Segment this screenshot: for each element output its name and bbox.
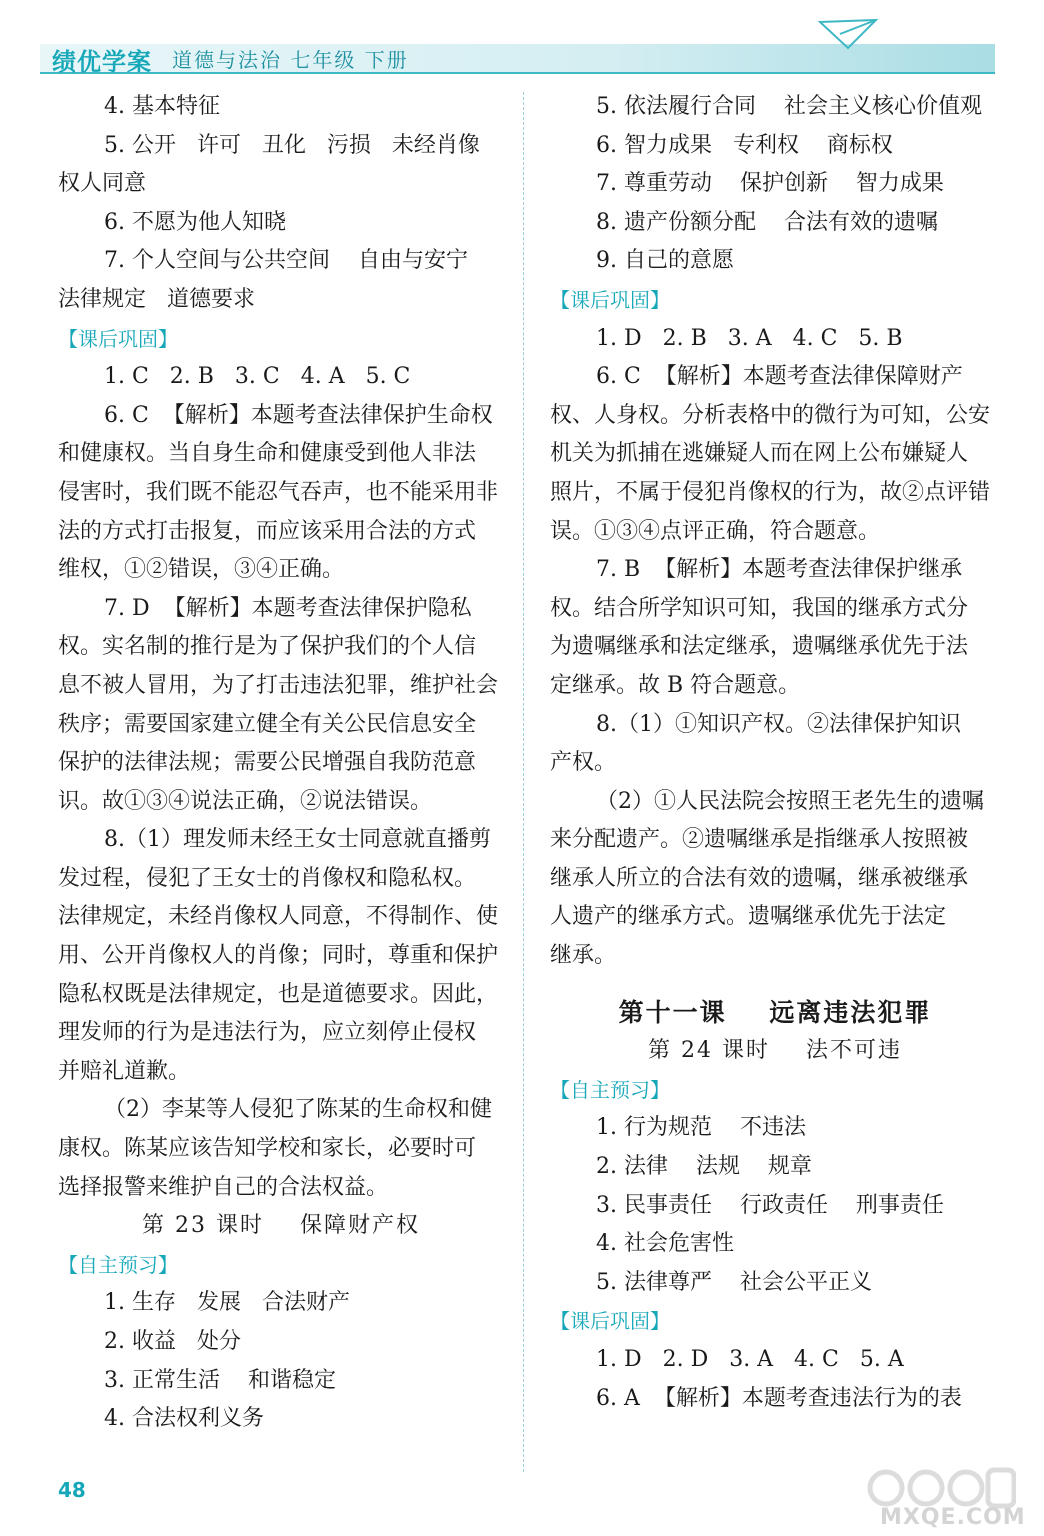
right-text-line: 8.（1）①知识产权。②法律保护知识 [596,711,961,737]
right-text-line: 6. 智力成果 专利权 商标权 [596,132,893,158]
right-text-line: 继承。 [550,943,617,969]
column-divider [523,92,524,1472]
left-text-line: 5. 公开 许可 丑化 污损 未经肖像 [104,132,480,158]
left-text-line: 3. 正常生活 和谐稳定 [104,1367,336,1393]
right-text-line: 5. 法律尊严 社会公平正义 [596,1269,872,1295]
brand-logo: 绩优学案 [52,48,152,76]
right-text-line: 权。结合所学知识可知，我国的继承方式分 [550,595,969,621]
left-text-line: 侵害时，我们既不能忍气吞声，也不能采用非 [58,479,499,505]
right-text-line: 为遗嘱继承和法定继承，遗嘱继承优先于法 [550,634,969,660]
right-text-line: 照片，不属于侵犯肖像权的行为，故②点评错 [550,479,991,505]
left-text-line: 用、公开肖像权人的肖像；同时，尊重和保护 [58,943,499,969]
paper-plane-icon [818,18,878,52]
watermark-url: MXQE.COM [880,1505,1026,1530]
left-text-line: 8.（1）理发师未经王女士同意就直播剪 [104,827,491,853]
page-number: 48 [58,1478,86,1502]
right-text-line: 人遗产的继承方式。遗嘱继承优先于法定 [550,904,947,930]
right-text-line: 6. A 【解析】本题考查违法行为的表 [596,1385,962,1411]
right-text-line: 1. D 2. D 3. A 4. C 5. A [596,1347,904,1372]
left-text-line: 隐私权既是法律规定，也是道德要求。因此， [58,981,499,1007]
left-text-line: 1. C 2. B 3. C 4. A 5. C [104,364,411,390]
left-text-line: 并赔礼道歉。 [58,1058,191,1084]
right-text-line: 8. 遗产份额分配 合法有效的遗嘱 [596,209,938,235]
left-text-line: 保护的法律法规；需要公民增强自我防范意 [58,750,477,776]
left-text-line: 4. 合法权利义务 [104,1406,264,1432]
left-text-line: 理发师的行为是违法行为，应立刻停止侵权 [58,1020,477,1046]
right-text-line: 产权。 [550,750,617,776]
right-text-line: 4. 社会危害性 [596,1231,734,1257]
right-text-line: 9. 自己的意愿 [596,248,734,274]
left-text-line: 权。实名制的推行是为了保护我们的个人信 [58,634,477,660]
left-text-line: 和健康权。当自身生命和健康受到他人非法 [58,441,477,467]
right-text-line: 5. 依法履行合同 社会主义核心价值观 [596,94,982,119]
right-text-line: 6. C 【解析】本题考查法律保障财产 [596,364,963,390]
right-section-tag: 【课后巩固】 [550,1309,670,1334]
left-text-line: 2. 收益 处分 [104,1329,241,1354]
left-text-line: 7. D 【解析】本题考查法律保护隐私 [104,595,472,621]
left-text-line: 权人同意 [58,171,147,197]
left-text-line: 法律规定，未经肖像权人同意，不得制作、使 [58,904,499,930]
left-text-line: 6. C 【解析】本题考查法律保护生命权 [104,402,493,428]
left-text-line: 维权，①②错误，③④正确。 [58,557,345,583]
left-text-line: 息不被人冒用，为了打击违法犯罪，维护社会 [58,672,499,698]
right-text-line: （2）①人民法院会按照王老先生的遗嘱 [596,788,984,814]
left-section-tag: 【自主预习】 [58,1252,178,1277]
right-text-line: 2. 法律 法规 规章 [596,1154,812,1180]
right-text-line: 7. B 【解析】本题考查法律保护继承 [596,557,963,583]
right-text-line: 机关为抓捕在逃嫌疑人而在网上公布嫌疑人 [550,441,969,467]
right-text-line: 定继承。故 B 符合题意。 [550,672,801,698]
left-text-line: 7. 个人空间与公共空间 自由与安宁 [104,248,468,274]
left-lesson-heading: 第 23 课时 保障财产权 [142,1213,420,1239]
left-text-line: 康权。陈某应该告知学校和家长，必要时可 [58,1136,477,1162]
left-text-line: 6. 不愿为他人知晓 [104,209,286,235]
left-text-line: 法的方式打击报复，而应该采用合法的方式 [58,518,477,544]
right-text-line: 继承人所立的合法有效的遗嘱，继承被继承 [550,865,969,891]
section-gap [550,976,1000,994]
left-text-line: 4. 基本特征 [104,94,220,119]
page-header [0,0,1044,80]
right-column [550,88,1000,1418]
left-text-line: 选择报警来维护自己的合法权益。 [58,1174,389,1200]
left-text-line: 识。故①③④说法正确，②说法错误。 [58,788,433,814]
right-text-line: 1. D 2. B 3. A 4. C 5. B [596,325,903,351]
right-section-tag: 【课后巩固】 [550,287,670,312]
left-text-line: 1. 生存 发展 合法财产 [104,1290,350,1316]
right-text-line: 误。①③④点评正确，符合题意。 [550,518,881,544]
left-text-line: 秩序；需要国家建立健全有关公民信息安全 [58,711,477,737]
right-text-line: 1. 行为规范 不违法 [596,1115,806,1141]
left-column [58,88,504,1439]
subject-title: 道德与法治 七年级 下册 [172,48,409,72]
right-section-tag: 【自主预习】 [550,1077,670,1102]
right-text-line: 权、人身权。分析表格中的微行为可知，公安 [550,402,991,428]
right-lesson-heading: 第 24 课时 法不可违 [648,1038,902,1064]
left-text-line: 法律规定 道德要求 [58,286,255,312]
right-text-line: 来分配遗产。②遗嘱继承是指继承人按照被 [550,827,969,853]
right-text-line: 7. 尊重劳动 保护创新 智力成果 [596,171,944,197]
left-text-line: （2）李某等人侵犯了陈某的生命权和健 [104,1097,492,1123]
left-section-tag: 【课后巩固】 [58,326,178,351]
right-unit-heading: 第十一课 远离违法犯罪 [618,997,932,1027]
left-text-line: 发过程，侵犯了王女士的肖像权和隐私权。 [58,865,477,891]
right-text-line: 3. 民事责任 行政责任 刑事责任 [596,1192,944,1218]
